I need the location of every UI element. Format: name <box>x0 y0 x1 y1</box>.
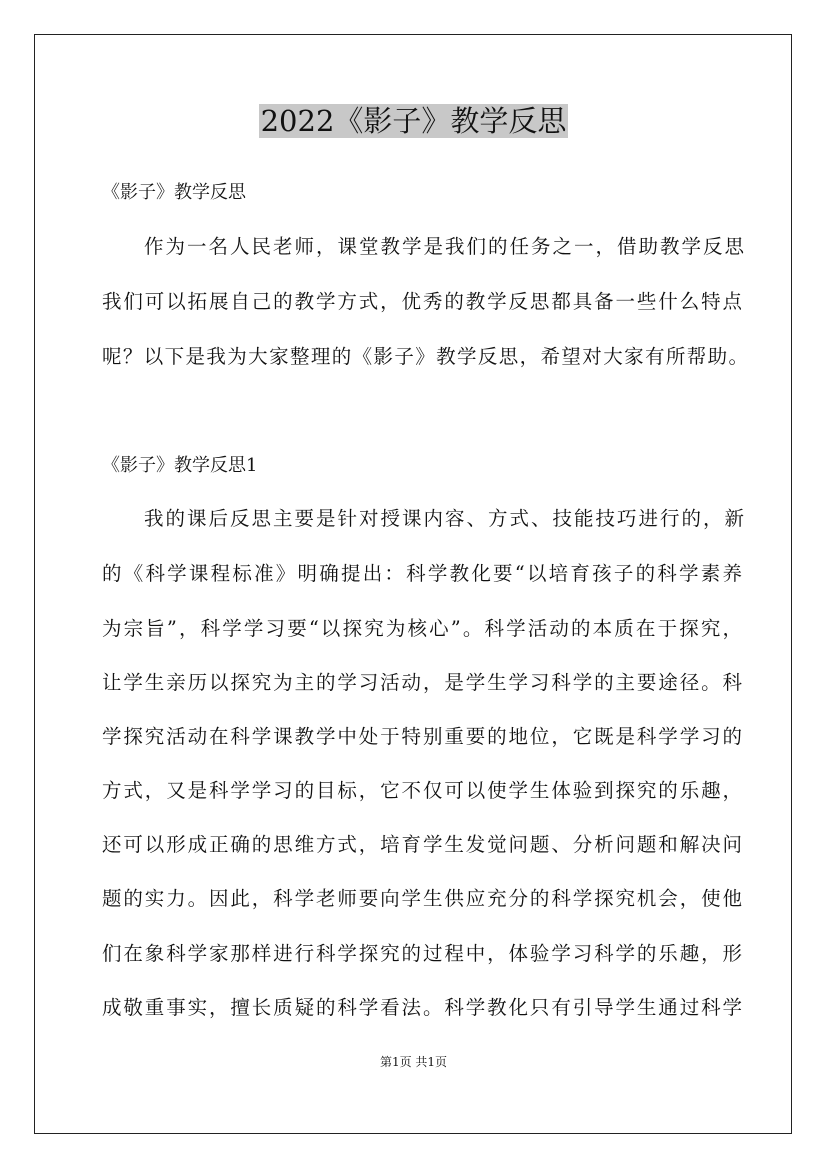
paragraph-line: 还可以形成正确的思维方式，培育学生发觉问题、分析问题和解决问 <box>102 833 742 856</box>
document-title-text: 2022《影子》教学反思 <box>260 104 567 138</box>
intro-line: 作为一名人民老师，课堂教学是我们的任务之一，借助教学反思 <box>144 235 744 258</box>
intro-line: 我们可以拓展自己的教学方式，优秀的教学反思都具备一些什么特点 <box>102 290 742 313</box>
paragraph-line: 方式，又是科学学习的目标，它不仅可以使学生体验到探究的乐趣， <box>102 779 742 802</box>
paragraph-line: 的《科学课程标准》明确提出：科学教化要“以培育孩子的科学素养 <box>102 562 742 585</box>
section-heading: 《影子》教学反思1 <box>102 455 258 476</box>
paragraph-line: 成敬重事实，擅长质疑的科学看法。科学教化只有引导学生通过科学 <box>102 996 742 1019</box>
paragraph-line: 为宗旨”，科学学习要“以探究为核心”。科学活动的本质在于探究， <box>102 617 742 640</box>
intro-line: 呢？以下是我为大家整理的《影子》教学反思，希望对大家有所帮助。 <box>102 345 748 368</box>
paragraph-line: 们在象科学家那样进行科学探究的过程中，体验学习科学的乐趣，形 <box>102 942 742 965</box>
paragraph-line: 让学生亲历以探究为主的学习活动，是学生学习科学的主要途径。科 <box>102 671 742 694</box>
document-title <box>0 100 827 142</box>
paragraph-line: 题的实力。因此，科学老师要向学生供应充分的科学探究机会，使他 <box>102 887 742 910</box>
paragraph-line: 我的课后反思主要是针对授课内容、方式、技能技巧进行的，新 <box>144 507 744 530</box>
paragraph-line: 学探究活动在科学课教学中处于特别重要的地位，它既是科学学习的 <box>102 725 742 748</box>
document-subtitle: 《影子》教学反思 <box>102 182 246 203</box>
page-footer: 第1页 共1页 <box>379 1055 448 1069</box>
